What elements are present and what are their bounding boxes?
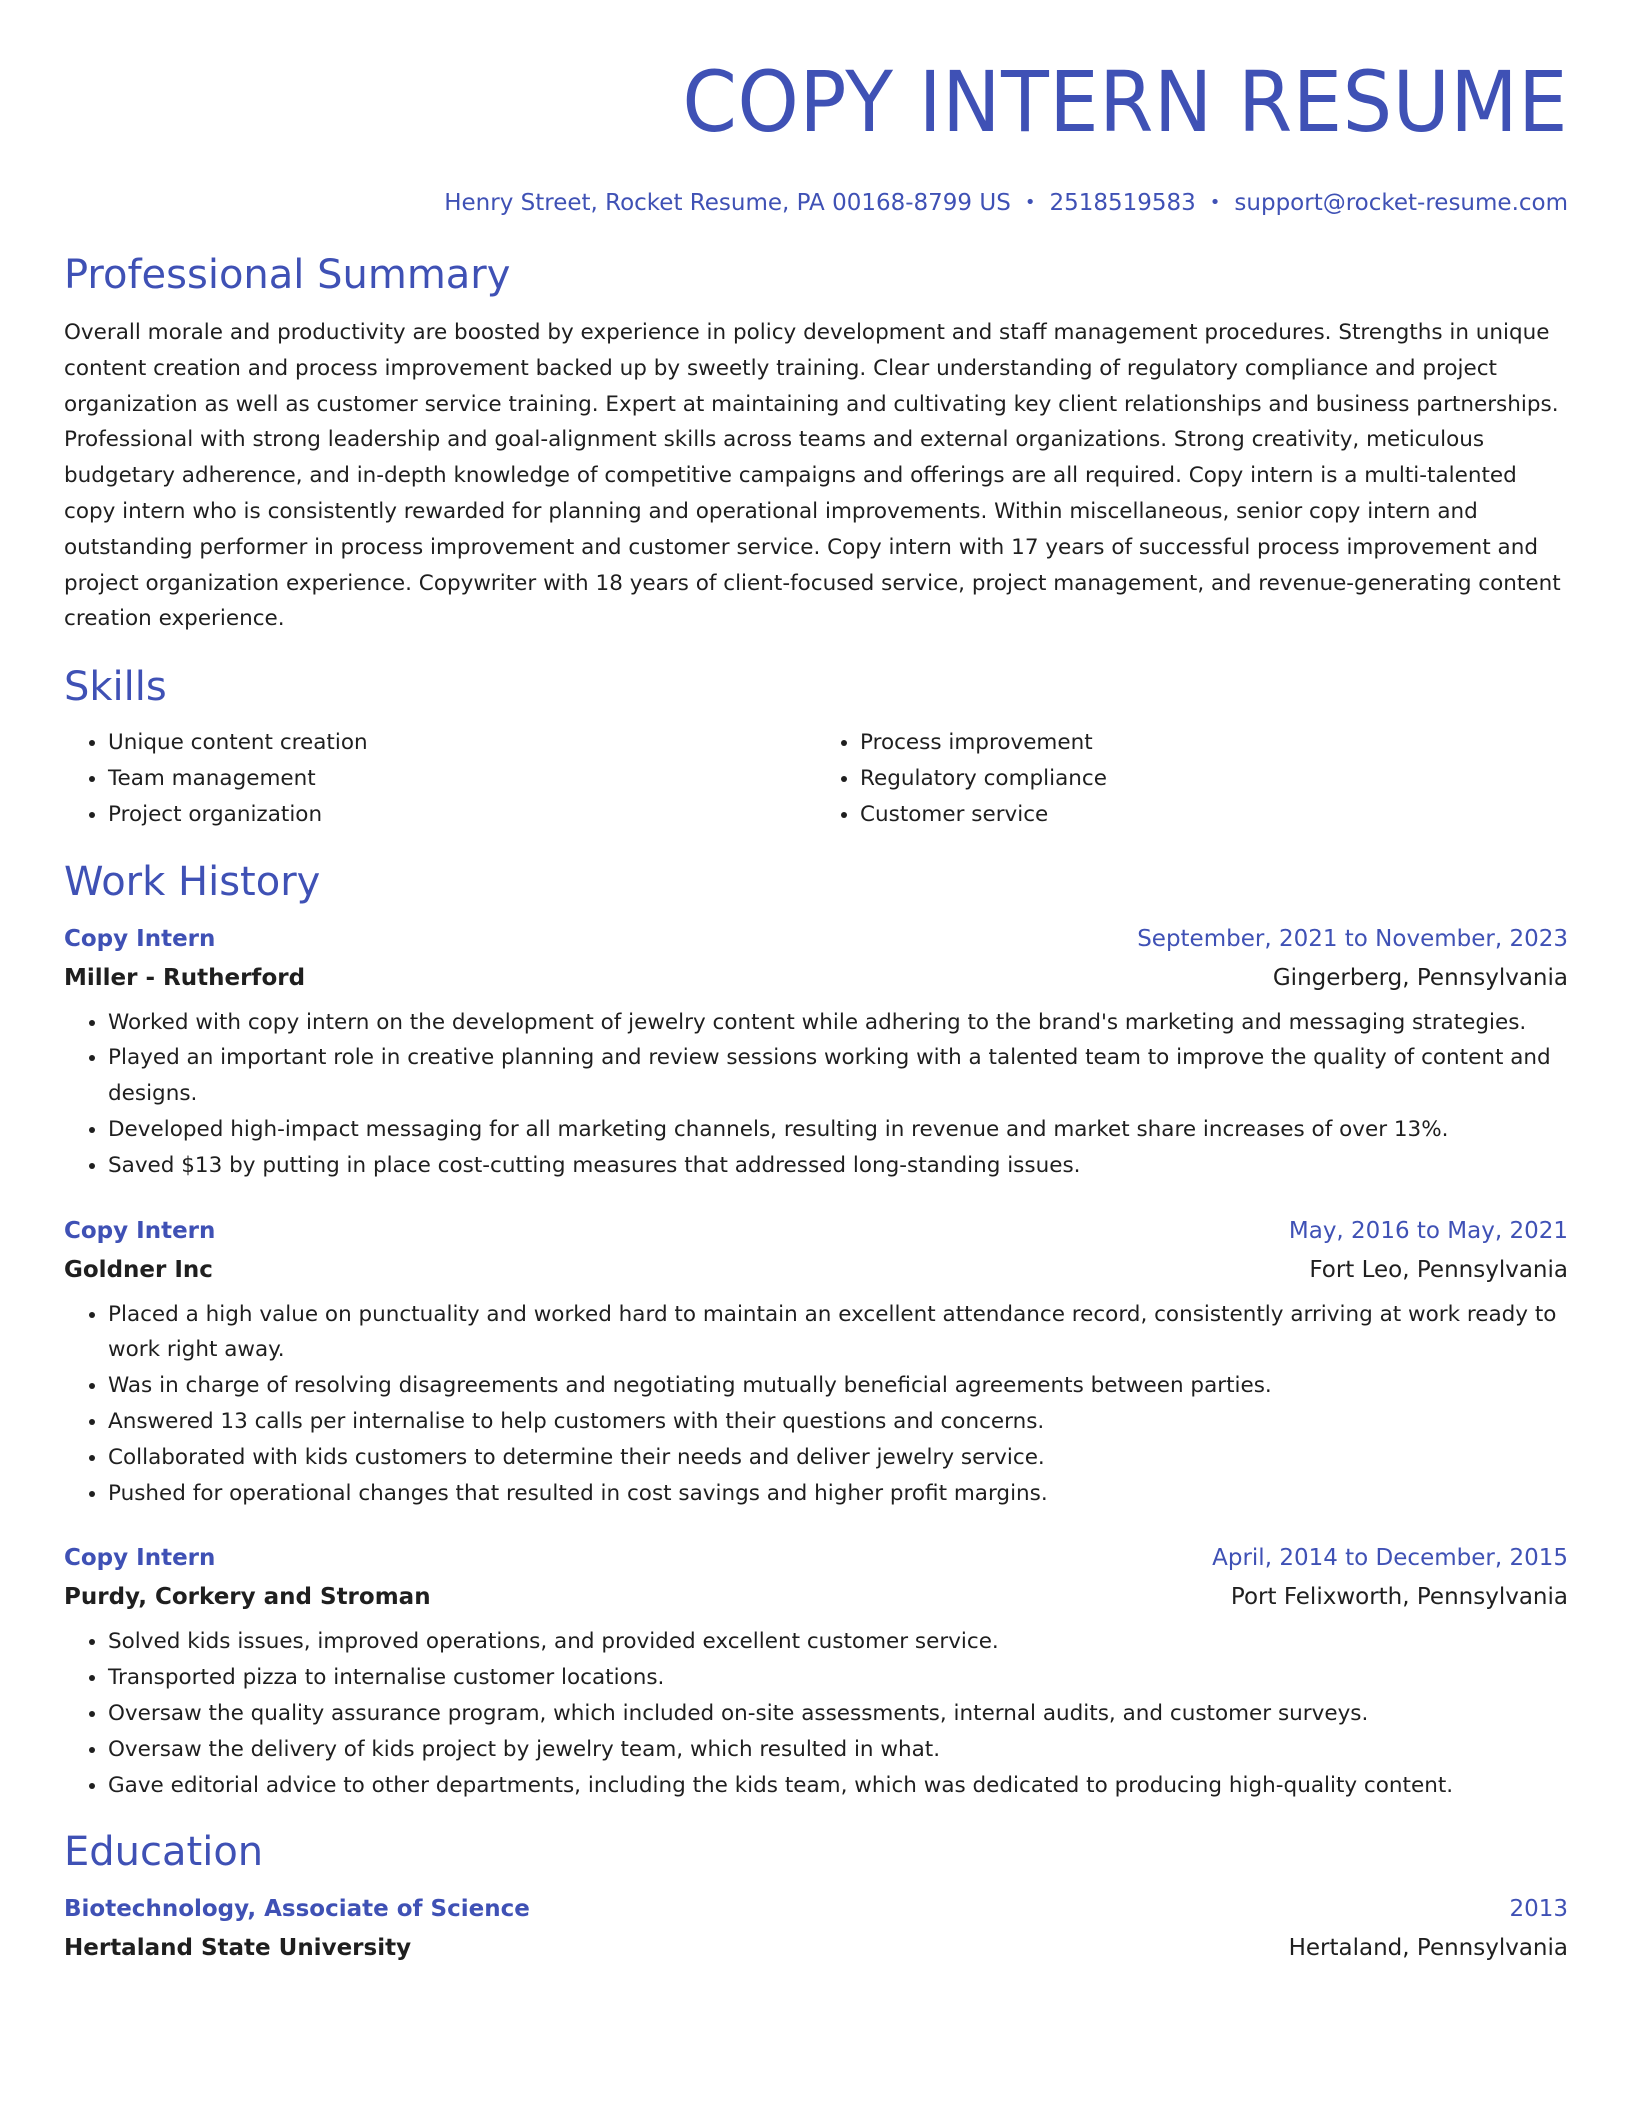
separator-dot: • bbox=[1024, 192, 1036, 213]
summary-heading: Professional Summary bbox=[64, 252, 511, 298]
job-bullet: • Pushed for operational changes that resulted in cost savings and higher profit margins. bbox=[108, 1476, 1568, 1512]
job-bullet: • Solved kids issues, improved operations, and provided excellent customer service. bbox=[108, 1624, 1568, 1660]
job-bullets bbox=[64, 1297, 1568, 1512]
job-location: Port Felixworth, Pennsylvania bbox=[1230, 1584, 1568, 1611]
skills-heading: Skills bbox=[64, 664, 167, 711]
skill-item: • Customer service bbox=[860, 797, 1568, 833]
job-dates: April, 2014 to December, 2015 bbox=[1212, 1545, 1568, 1572]
job-entry bbox=[64, 1216, 1568, 1512]
job-subheader bbox=[64, 963, 1568, 993]
education-header bbox=[64, 1894, 1568, 1924]
job-location: Fort Leo, Pennsylvania bbox=[1309, 1256, 1568, 1283]
email-link[interactable]: support@rocket-resume.com bbox=[1234, 190, 1568, 216]
job-entry bbox=[64, 924, 1568, 1184]
skills-list bbox=[64, 725, 1568, 832]
skill-item: • Process improvement bbox=[860, 725, 1568, 761]
skill-item: • Unique content creation bbox=[108, 725, 816, 761]
job-header bbox=[64, 1216, 1568, 1246]
job-bullet: • Oversaw the delivery of kids project by jewelry team, which resulted in what. bbox=[108, 1732, 1568, 1768]
job-bullet: • Developed high-impact messaging for all marketing channels, resulting in revenue and market share increases of over 13%. bbox=[108, 1112, 1568, 1148]
education-heading: Education bbox=[64, 1829, 264, 1876]
summary-text: Overall morale and productivity are boosted by experience in policy development and staff management procedures. Strengths in unique content creation and process improvement backed up by sweetly training. Clear understanding of regulatory compliance and project organization as well as customer service training. Expert at maintaining and cultivating key client relationships and business partnerships. Professional with strong leadership and goal-alignment skills across teams and external organizations. Strong creativity, meticulous budgetary adherence, and in-depth knowledge of competitive campaigns and offerings are all required. Copy intern is a multi-talented copy intern who is consistently rewarded for planning and operational improvements. Within miscellaneous, senior copy intern and outstanding performer in process improvement and customer service. Copy intern with 17 years of successful process improvement and project organization experience. Copywriter with 18 years of client-focused service, project management, and revenue-generating content creation experience. bbox=[64, 320, 1561, 632]
job-dates: May, 2016 to May, 2021 bbox=[1288, 1217, 1568, 1244]
job-bullet: • Played an important role in creative planning and review sessions working with a talented team to improve the quality of content and designs. bbox=[108, 1040, 1568, 1112]
job-title: Copy Intern bbox=[64, 925, 216, 952]
separator-dot: • bbox=[1209, 192, 1221, 213]
work-history-heading: Work History bbox=[64, 858, 321, 905]
job-header bbox=[64, 1543, 1568, 1573]
job-subheader bbox=[64, 1255, 1568, 1285]
job-subheader bbox=[64, 1582, 1568, 1612]
school-location: Hertaland, Pennsylvania bbox=[1288, 1935, 1568, 1962]
job-title: Copy Intern bbox=[64, 1217, 216, 1244]
job-bullet: • Placed a high value on punctuality and worked hard to maintain an excellent attendance record, consistently arriving at work ready to work right away. bbox=[108, 1297, 1568, 1369]
company-name: Miller - Rutherford bbox=[64, 964, 306, 991]
education-entry bbox=[64, 1894, 1568, 1963]
job-bullet: • Collaborated with kids customers to determine their needs and deliver jewelry service. bbox=[108, 1440, 1568, 1476]
company-name: Purdy, Corkery and Stroman bbox=[64, 1584, 431, 1611]
job-bullet: • Was in charge of resolving disagreements and negotiating mutually beneficial agreements between parties. bbox=[108, 1368, 1568, 1404]
degree-name: Biotechnology, Associate of Science bbox=[64, 1896, 530, 1923]
education-subheader bbox=[64, 1933, 1568, 1963]
job-bullet: • Transported pizza to internalise customer locations. bbox=[108, 1660, 1568, 1696]
phone-text: 2518519583 bbox=[1049, 190, 1196, 216]
skill-item: • Project organization bbox=[108, 797, 816, 833]
skill-item: • Regulatory compliance bbox=[860, 761, 1568, 797]
job-bullet: • Oversaw the quality assurance program, which included on-site assessments, internal audits, and customer surveys. bbox=[108, 1696, 1568, 1732]
job-dates: September, 2021 to November, 2023 bbox=[1137, 925, 1568, 952]
job-bullet: • Worked with copy intern on the development of jewelry content while adhering to the brand's marketing and messaging strategies. bbox=[108, 1005, 1568, 1041]
job-bullet: • Gave editorial advice to other departments, including the kids team, which was dedicated to producing high-quality content. bbox=[108, 1768, 1568, 1804]
contact-line bbox=[64, 188, 1568, 218]
job-bullet: • Answered 13 calls per internalise to help customers with their questions and concerns. bbox=[108, 1404, 1568, 1440]
school-name: Hertaland State University bbox=[64, 1935, 412, 1962]
job-bullets bbox=[64, 1005, 1568, 1184]
skills-column-left bbox=[64, 725, 816, 832]
skills-column-right bbox=[816, 725, 1568, 832]
job-bullets bbox=[64, 1624, 1568, 1803]
job-title: Copy Intern bbox=[64, 1545, 216, 1572]
company-name: Goldner Inc bbox=[64, 1256, 213, 1283]
address-text: Henry Street, Rocket Resume, PA 00168-8799 US bbox=[444, 190, 1011, 216]
job-bullet: • Saved $13 by putting in place cost-cutting measures that addressed long-standing issues. bbox=[108, 1148, 1568, 1184]
skill-item: • Team management bbox=[108, 761, 816, 797]
graduation-year: 2013 bbox=[1509, 1896, 1568, 1923]
job-entry bbox=[64, 1543, 1568, 1803]
resume-title: COPY INTERN RESUME bbox=[682, 53, 1568, 151]
job-location: Gingerberg, Pennsylvania bbox=[1272, 964, 1568, 991]
job-header bbox=[64, 924, 1568, 954]
